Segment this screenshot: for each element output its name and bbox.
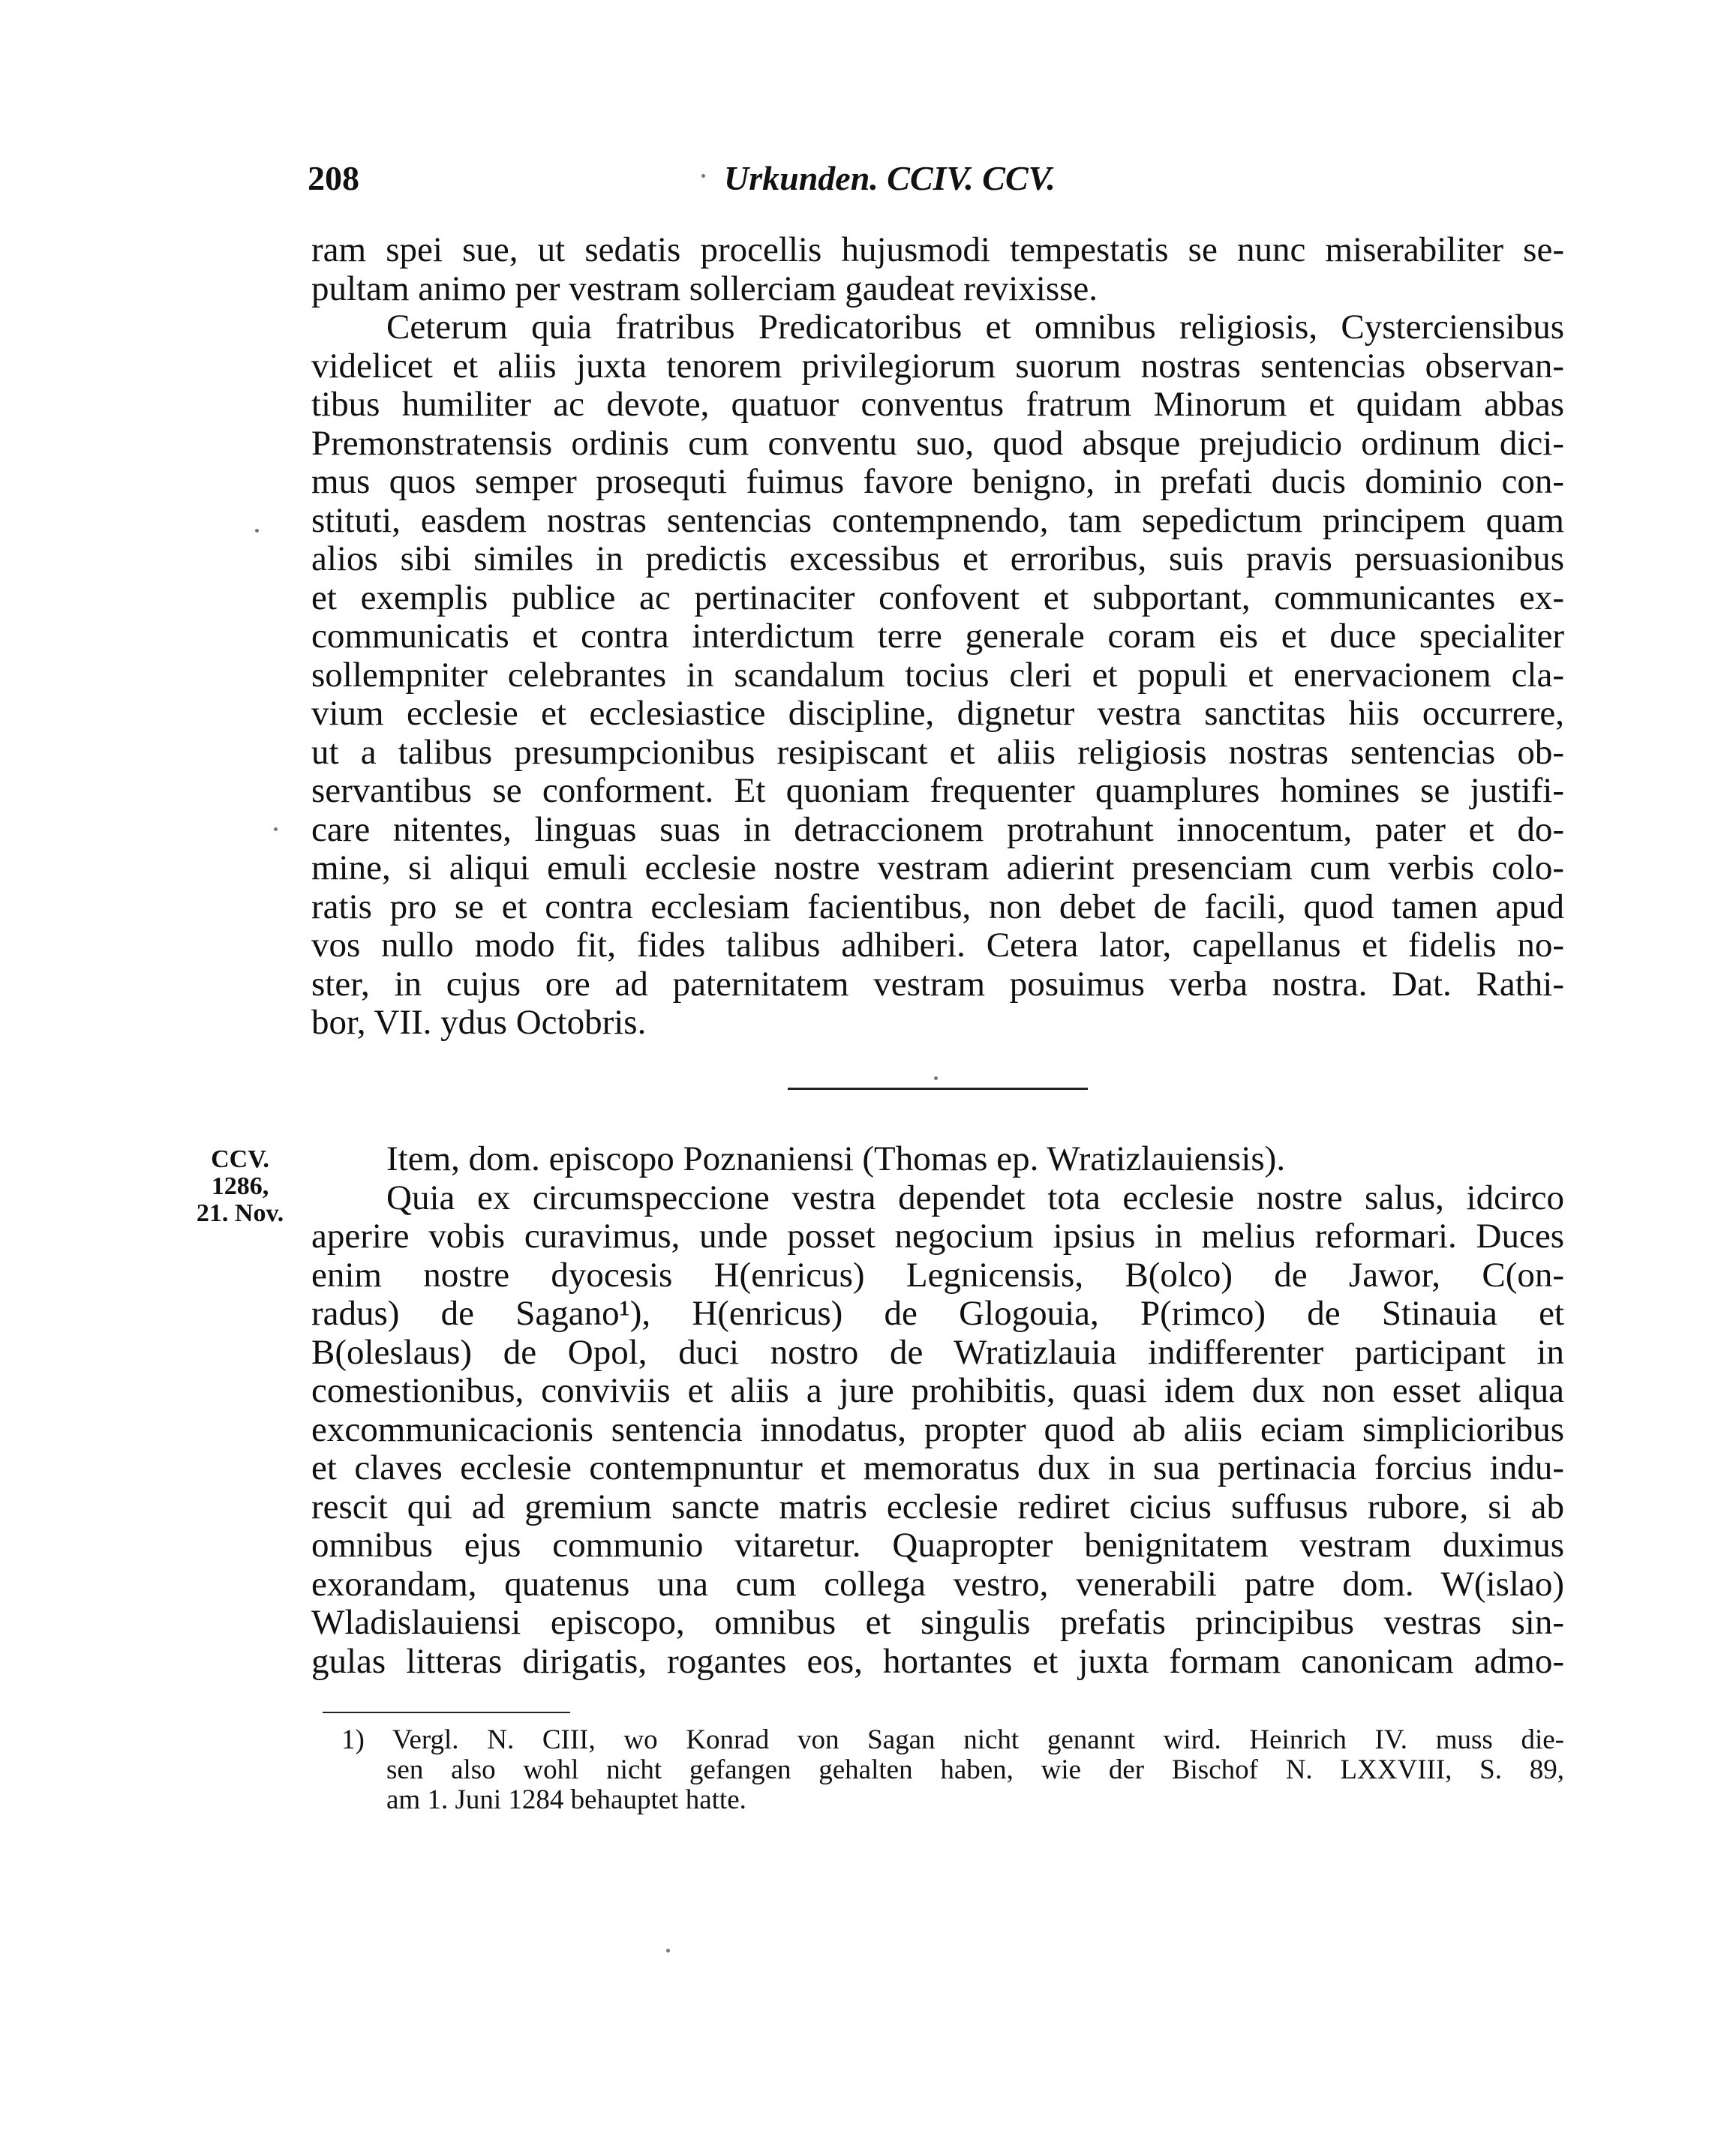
speck: [666, 1949, 670, 1952]
text-line: gulas litteras dirigatis, rogantes eos, hortantes et juxta formam canonicam admo-: [311, 1641, 1564, 1681]
speck: [701, 174, 705, 178]
text-line: aperire vobis curavimus, unde posset negocium ipsius in melius reformari. Duces: [311, 1217, 1564, 1256]
text-line: Ceterum quia fratribus Predicatoribus et omnibus religiosis, Cysterciensibus: [386, 308, 1564, 347]
section-divider: [788, 1088, 1088, 1090]
text-line: ratis pro se et contra ecclesiam facientibus, non debet de facili, quod tamen apud: [311, 887, 1564, 926]
text-line: ram spei sue, ut sedatis procellis hujusmodi tempestatis se nunc miserabiliter se-: [311, 230, 1564, 269]
text-line: Premonstratensis ordinis cum conventu suo, quod absque prejudicio ordinum dici-: [311, 423, 1564, 463]
text-line: alios sibi similes in predictis excessibus et erroribus, suis pravis persuasionibus: [311, 539, 1564, 578]
speck: [274, 827, 278, 831]
text-line: exorandam, quatenus una cum collega vestro, venerabili patre dom. W(islao): [311, 1564, 1564, 1604]
text-line: rescit qui ad gremium sancte matris ecclesie rediret cicius suffusus rubore, si ab: [311, 1487, 1564, 1526]
text-line: vos nullo modo fit, fides talibus adhiberi. Cetera lator, capellanus et fidelis no-: [311, 926, 1564, 965]
text-line: excommunicacionis sentencia innodatus, propter quod ab aliis eciam simplicioribus: [311, 1409, 1564, 1449]
speck: [255, 529, 259, 533]
document-number: CCV.: [211, 1145, 269, 1173]
document-heading: Item, dom. episcopo Poznaniensi (Thomas ep. Wratizlauiensis).: [386, 1139, 1286, 1178]
text-line: B(oleslaus) de Opol, duci nostro de Wratizlauia indifferenter participant in: [311, 1332, 1564, 1372]
text-line: communicatis et contra interdictum terre generale coram eis et duce specialiter: [311, 617, 1564, 656]
text-line: ut a talibus presumpcionibus resipiscant et aliis religiosis nostras sentencias ob-: [311, 732, 1564, 772]
text-line: mus quos semper prosequti fuimus favore benigno, in prefati ducis dominio con-: [311, 462, 1564, 501]
text-line: stituti, easdem nostras sentencias contempnendo, tam sepedictum principem quam: [311, 500, 1564, 540]
text-line: sollempniter celebrantes in scandalum tocius cleri et populi et enervacionem cla-: [311, 655, 1564, 695]
page-header: [308, 156, 1568, 201]
text-line: mine, si aliqui emuli ecclesie nostre vestram adierint presenciam cum verbis colo-: [311, 848, 1564, 887]
page-number: 208: [308, 159, 359, 197]
text-line: et claves ecclesie contempnuntur et memoratus dux in sua pertinacia forcius indu-: [311, 1448, 1564, 1487]
text-line: vium ecclesie et ecclesiastice discipline, dignetur vestra sanctitas hiis occurrere,: [311, 694, 1564, 733]
text-line: et exemplis publice ac pertinaciter confovent et subportant, communicantes ex-: [311, 578, 1564, 617]
document-ccv: [311, 1140, 1564, 1681]
document-date: 21. Nov.: [196, 1199, 284, 1227]
text-line: enim nostre dyocesis H(enricus) Legnicensis, B(olco) de Jawor, C(on-: [311, 1255, 1564, 1295]
text-line: comestionibus, conviviis et aliis a jure prohibitis, quasi idem dux non esset aliqua: [311, 1371, 1564, 1410]
speck: [934, 1076, 938, 1080]
text-line: radus) de Sagano¹), H(enricus) de Glogouia, P(rimco) de Stinauia et: [311, 1294, 1564, 1333]
margin-note: [184, 1146, 296, 1227]
text-line: tibus humiliter ac devote, quatuor conventus fratrum Minorum et quidam abbas: [311, 385, 1564, 424]
text-line: pultam animo per vestram sollerciam gaudeat revixisse.: [311, 269, 1098, 308]
text-line: care nitentes, linguas suas in detraccionem protrahunt innocentum, pater et do-: [311, 809, 1564, 849]
footnotes: [341, 1725, 1564, 1815]
footnote-divider: [323, 1712, 570, 1713]
running-head: Urkunden. CCIV. CCV.: [724, 159, 1056, 197]
document-ccvi-continuation: [311, 231, 1564, 1043]
footnote-line: am 1. Juni 1284 behauptet hatte.: [386, 1784, 746, 1815]
text-line: ster, in cujus ore ad paternitatem vestram posuimus verba nostra. Dat. Rathi-: [311, 964, 1564, 1004]
footnote-line: 1) Vergl. N. CIII, wo Konrad von Sagan nicht genannt wird. Heinrich IV. muss die-: [341, 1724, 1564, 1755]
text-line: omnibus ejus communio vitaretur. Quapropter benignitatem vestram duximus: [311, 1526, 1564, 1565]
text-line: Quia ex circumspeccione vestra dependet tota ecclesie nostre salus, idcirco: [386, 1178, 1564, 1217]
text-line: Wladislauiensi episcopo, omnibus et singulis prefatis principibus vestras sin-: [311, 1603, 1564, 1642]
footnote-line: sen also wohl nicht gefangen gehalten haben, wie der Bischof N. LXXVIII, S. 89,: [386, 1754, 1564, 1785]
text-line: videlicet et aliis juxta tenorem privilegiorum suorum nostras sentencias observan-: [311, 346, 1564, 386]
text-line: bor, VII. ydus Octobris.: [311, 1003, 647, 1042]
document-year: 1286,: [211, 1172, 269, 1200]
text-line: servantibus se conforment. Et quoniam frequenter quamplures homines se justifi-: [311, 771, 1564, 810]
